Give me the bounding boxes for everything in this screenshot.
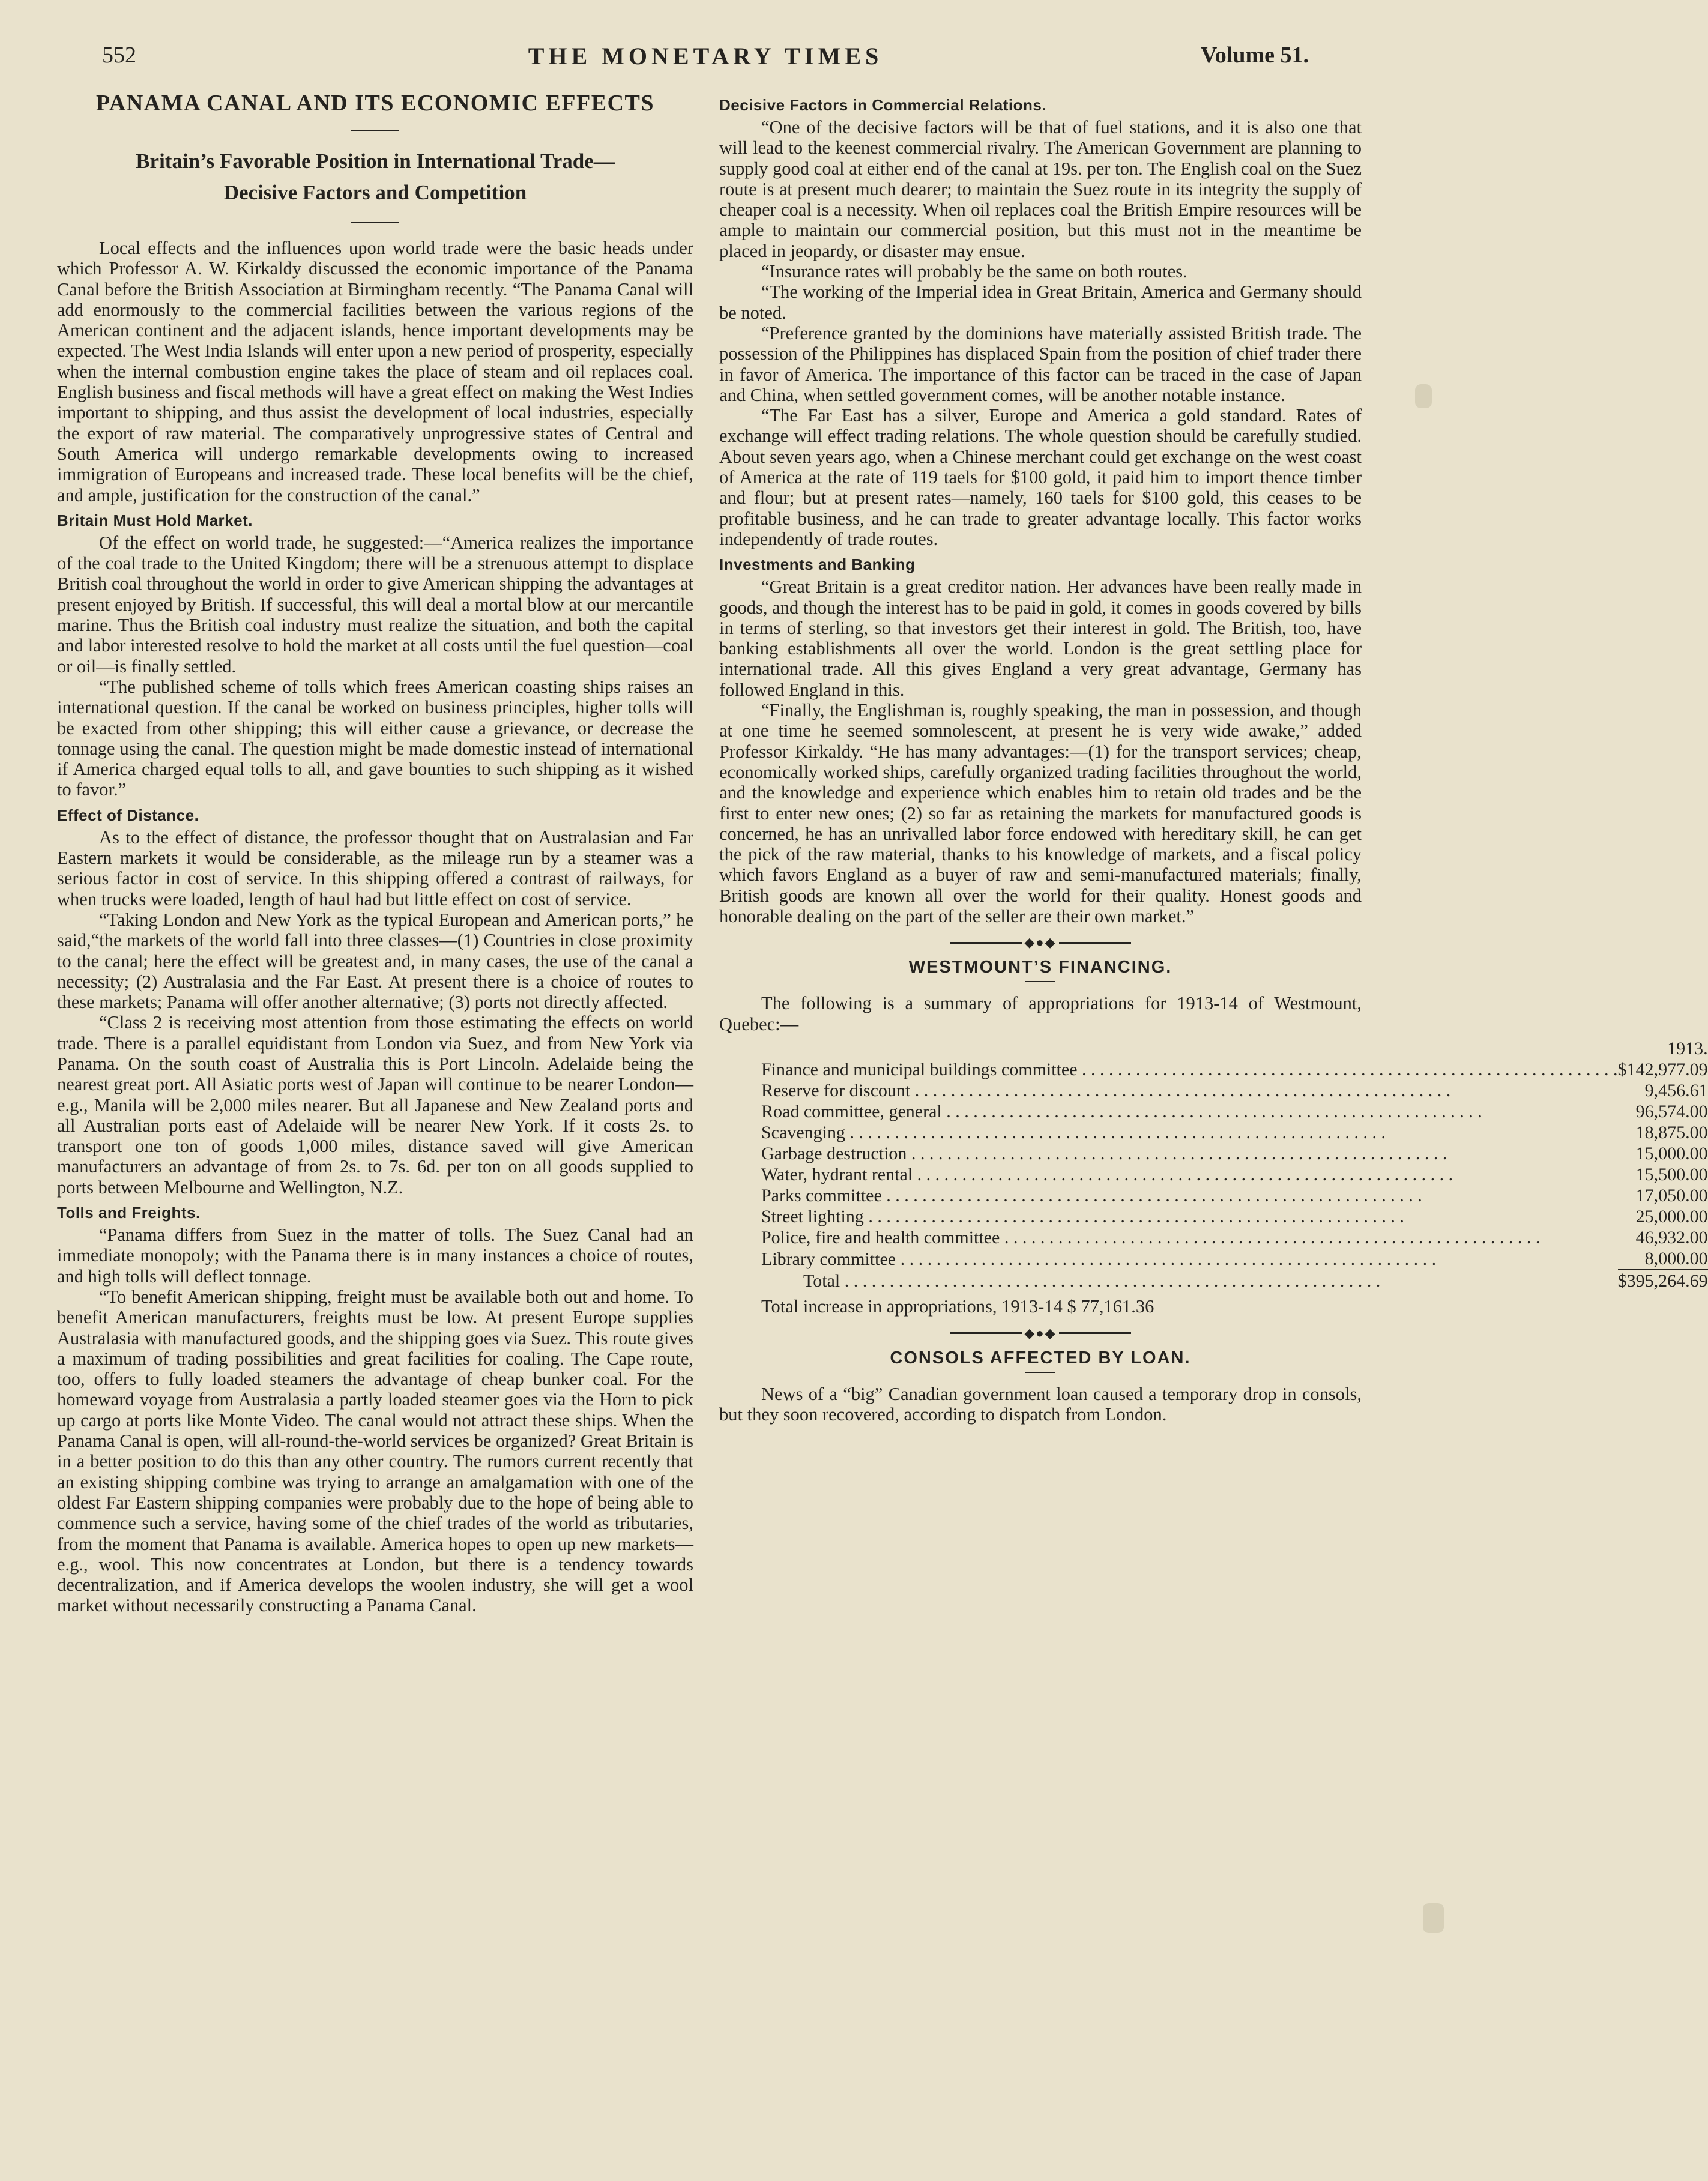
paragraph: “Insurance rates will probably be the same on both routes. <box>761 261 1187 282</box>
section-ornament: ◆●◆ <box>719 1324 1362 1341</box>
subtitle-line-2: Decisive Factors and Competition <box>223 181 527 204</box>
total-row <box>761 1270 1708 1291</box>
paragraph: News of a “big” Canadian government loan caused a temporary drop in consols, but they soon recovered, according to dispatch from London. <box>719 1383 1362 1425</box>
article-title: WESTMOUNT’S FINANCING. <box>908 958 1172 977</box>
subtitle-line-1: Britain’s Favorable Position in International Trade— <box>136 149 615 173</box>
increase-amount: $ 77,161.36 <box>1067 1296 1154 1317</box>
appropriation-label: Parks committee . . . . . . . . . . . . . . . . . . . . . . . . . . . . . . . . . . . . . . . . . . . . . . . . . . . . . . . . . . . . <box>761 1185 1422 1205</box>
appropriation-amount: 96,574.00 <box>1635 1101 1708 1121</box>
volume-label: Volume 51. <box>1200 43 1309 68</box>
paragraph: “Great Britain is a great creditor nation. Her advances have been really made in goods, and though the interest has to be paid in gold, it comes in goods covered by bills in terms of sterling, so that investors get their interest in gold. The British, too, have banking establishments all over the world. London is the great settling place for international trade. All this gives England a very great advantage, Germany has followed England in this. <box>719 576 1362 700</box>
appropriation-row <box>761 1185 1708 1206</box>
appropriation-label: Library committee . . . . . . . . . . . . . . . . . . . . . . . . . . . . . . . . . . . . . . . . . . . . . . . . . . . . . . . . . . . . <box>761 1249 1437 1269</box>
subtitle-rule <box>351 222 399 223</box>
paragraph: As to the effect of distance, the professor thought that on Australasian and Far Eastern markets it would be considerable, as the mileage run by a steamer was a serious factor in cost of service. In this shipping offered a contrast of railways, for when trucks were loaded, length of haul had but little effect on cost of service. <box>57 827 693 910</box>
appropriation-amount: 15,500.00 <box>1635 1164 1708 1184</box>
section-heading: Tolls and Freights. <box>57 1204 201 1222</box>
appropriation-label: Road committee, general . . . . . . . . . . . . . . . . . . . . . . . . . . . . . . . . . . . . . . . . . . . . . . . . . . . . . . . . . . . . <box>761 1101 1482 1121</box>
appropriation-row <box>761 1248 1708 1270</box>
year-row <box>761 1038 1708 1059</box>
appropriation-amount: 17,050.00 <box>1635 1185 1708 1205</box>
increase-line <box>761 1296 1362 1317</box>
paragraph: “Preference granted by the dominions have materially assisted British trade. The possession of the Philippines has displaced Spain from the position of chief trader there in favor of America. The importance of this factor can be traced in the case of Japan and China, when settled government comes, will be another notable instance. <box>719 322 1362 405</box>
paragraph: Of the effect on world trade, he suggested:—“America realizes the importance of the coal trade to the United Kingdom; there will be a strenuous attempt to displace British coal throughout the world in order to give American shipping the advantages at present enjoyed by British. If successful, this will deal a mortal blow at our mercantile marine. Thus the British coal industry must realize the situation, and both the capital and labor interested resolve to hold the market at all costs until the fuel question—coal or oil—is finally settled. <box>57 532 693 677</box>
appropriation-label: Finance and municipal buildings committee . . . . . . . . . . . . . . . . . . . . . . . . . . . . . . . . . . . . . . . . . . . . . . . . . . . . . . . . . . . . <box>761 1059 1618 1079</box>
section-heading: Britain Must Hold Market. <box>57 511 253 529</box>
section-heading: Decisive Factors in Commercial Relations. <box>719 96 1047 114</box>
appropriation-amount: $142,977.09 <box>1617 1059 1708 1079</box>
total-label: Total . . . . . . . . . . . . . . . . . . . . . . . . . . . . . . . . . . . . . . . . . . . . . . . . . . . . . . . . . . . . <box>803 1270 1381 1291</box>
total-amount: $395,264.69 <box>1617 1270 1708 1291</box>
appropriation-row <box>761 1059 1708 1080</box>
appropriation-amount: 8,000.00 <box>1644 1248 1708 1268</box>
paragraph: “The working of the Imperial idea in Great Britain, America and Germany should be noted. <box>719 282 1362 323</box>
paragraph: “The Far East has a silver, Europe and America a gold standard. Rates of exchange will effect trading relations. The whole question should be carefully studied. About seven years ago, when a Chinese merchant could get exchange on the west coast of America at the rate of 119 taels for $100 gold, it paid him to import thence timber and flour; but at present rates—namely, 160 taels for $100 gold, this ceases to be profitable business, and he can trade to greater advantage locally. This factor works independently of trade routes. <box>719 405 1362 549</box>
appropriation-row <box>761 1080 1708 1101</box>
appropriation-row <box>761 1206 1708 1227</box>
appropriation-label: Scavenging . . . . . . . . . . . . . . . . . . . . . . . . . . . . . . . . . . . . . . . . . . . . . . . . . . . . . . . . . . . . <box>761 1122 1386 1142</box>
appropriation-label: Police, fire and health committee . . . . . . . . . . . . . . . . . . . . . . . . . . . . . . . . . . . . . . . . . . . . . . . . . . . . . . . . . . . . <box>761 1227 1541 1247</box>
paragraph: “Panama differs from Suez in the matter of tolls. The Suez Canal had an immediate monopoly; with the Panama there is in many instances a choice of routes, and high tolls will deflect tonnage. <box>57 1225 693 1287</box>
appropriations-table <box>761 1038 1708 1291</box>
year-label: 1913. <box>1667 1038 1708 1058</box>
paragraph: “Class 2 is receiving most attention from those estimating the effects on world trade. There is a parallel equidistant from London via Suez, and from New York via Panama. On the south coast of Australia this is Port Lincoln. Adelaide being the nearest great port. All Asiatic ports west of Japan will continue to be nearer London—e.g., Manila will be 2,000 miles nearer. But all Japanese and New Zealand ports and all Australian ports east of Adelaide will be nearer New York. If it costs 2s. to transport one ton of goods 1,000 miles, distance saved will give American manufacturers an advantage of from 2s. to 7s. 6d. per ton on all goods supplied to ports between Melbourne and Wellington, N.Z. <box>57 1012 693 1198</box>
appropriation-label: Street lighting . . . . . . . . . . . . . . . . . . . . . . . . . . . . . . . . . . . . . . . . . . . . . . . . . . . . . . . . . . . . <box>761 1206 1404 1226</box>
paper-blemish <box>1423 1903 1444 1933</box>
article-title: PANAMA CANAL AND ITS ECONOMIC EFFECTS <box>96 91 654 116</box>
journal-title: THE MONETARY TIMES <box>528 43 883 70</box>
appropriation-amount: 46,932.00 <box>1635 1227 1708 1247</box>
appropriation-row <box>761 1227 1708 1248</box>
section-heading: Effect of Distance. <box>57 806 199 824</box>
appropriation-row <box>761 1122 1708 1143</box>
title-rule <box>351 130 399 131</box>
intro-paragraph: Local effects and the influences upon world trade were the basic heads under which Professor A. W. Kirkaldy discussed the economic importance of the Panama Canal before the British Association at Birmingham recently. “The Panama Canal will add enormously to the commercial facilities between the various regions of the American continent and the adjacent islands, hence important developments may be expected. The West India Islands will enter upon a new period of prosperity, especially when the internal combustion engine takes the place of steam and oil replaces coal. English business and fiscal methods will have a great effect on making the West Indies important to shipping, and thus assist the development of local industries, especially the export of raw material. The comparatively unprogressive states of Central and South America will undergo remarkable developments owing to increased immigration of Europeans and increased trade. These local benefits will be the chief, and ample, justification for the construction of the canal.” <box>57 238 693 505</box>
left-column <box>57 90 693 1616</box>
appropriation-label: Reserve for discount . . . . . . . . . . . . . . . . . . . . . . . . . . . . . . . . . . . . . . . . . . . . . . . . . . . . . . . . . . . . <box>761 1080 1451 1100</box>
appropriation-row <box>761 1101 1708 1122</box>
appropriation-amount: 15,000.00 <box>1635 1143 1708 1163</box>
section-ornament: ◆●◆ <box>719 934 1362 950</box>
appropriation-amount: 9,456.61 <box>1644 1080 1708 1100</box>
paragraph: “Finally, the Englishman is, roughly speaking, the man in possession, and though at one time he seemed somnolescent, at present he is very wide awake,” added Professor Kirkaldy. “He has many advantages:—(1) for the transport services; cheap, economically worked ships, carefully organized trading facilities throughout the world, and the knowledge and experience which enables him to retain old trades and be the first to enter new ones; (2) so far as retaining the markets for manufactured goods is concerned, he has an unrivalled labor force endowed with hereditary skill, he can get the pick of the raw material, thanks to his knowledge of markets, and a fiscal policy which favors England as a buyer of raw and semi-manufactured materials; finally, British goods are known all over the world for their quality. Honest goods and honorable dealing on the part of the seller are their own market.” <box>719 700 1362 926</box>
paragraph: “Taking London and New York as the typical European and American ports,” he said,“the markets of the world fall into three classes—(1) Countries in close proximity to the canal; here the effect will be greatest and, in many cases, the use of the canal a necessity; (2) Australasia and the Far East. At present there is a choice of routes to these markets; Panama will offer another alternative; (3) ports not directly affected. <box>57 909 693 1013</box>
appropriation-label: Garbage destruction . . . . . . . . . . . . . . . . . . . . . . . . . . . . . . . . . . . . . . . . . . . . . . . . . . . . . . . . . . . . <box>761 1143 1447 1163</box>
running-head <box>102 42 1309 78</box>
appropriation-amount: 25,000.00 <box>1635 1206 1708 1226</box>
paper-blemish <box>1415 384 1432 408</box>
section-heading: Investments and Banking <box>719 555 916 574</box>
paragraph: “The published scheme of tolls which frees American coasting ships raises an international question. If the canal be worked on business principles, higher tolls will be exacted from other shipping; this will either cause a grievance, or decrease the tonnage using the canal. The question might be made domestic instead of international if America charged equal tolls to all, and gave bounties to such shipping as it wished to favor.” <box>57 676 693 800</box>
intro-paragraph: The following is a summary of appropriations for 1913-14 of Westmount, Quebec:— <box>719 993 1362 1034</box>
article-subtitle <box>57 146 693 208</box>
appropriation-label: Water, hydrant rental . . . . . . . . . . . . . . . . . . . . . . . . . . . . . . . . . . . . . . . . . . . . . . . . . . . . . . . . . . . . <box>761 1164 1453 1184</box>
appropriation-row <box>761 1164 1708 1185</box>
article-title: CONSOLS AFFECTED BY LOAN. <box>890 1348 1191 1368</box>
title-rule <box>1025 981 1055 982</box>
increase-label: Total increase in appropriations, 1913-14 <box>761 1296 1063 1317</box>
page-number: 552 <box>102 43 136 68</box>
paragraph-continued: “To benefit American shipping, freight must be available both out and home. To benefit American manufacturers, freights must be low. At present Europe supplies Australasia with manufactured goods, and the shipping goes via Suez. This route gives a maximum of trading possibilities and great facilities for coaling. The Cape route, too, offers to fully loaded steamers the advantage of cheap bunker coal. For the homeward voyage from Australasia a partly loaded steamer goes via the Horn to pick up cargo at ports like Monte Video. The canal would not attract these ships. When the Panama Canal is open, will all-round-the-world services be organized? Great Britain is in a better position to do this than any other country. The rumors current recently that an existing shipping combine was trying to arrange an amalgamation with one of the oldest Far Eastern shipping companies were probably due to the hope of being able to commence such a service, having some of the chief trades of the world as tributaries, from the moment that Panama is available. America hopes to open up new markets—e.g., wool. This now concentrates at London, but there is a tendency towards decentralization, and if America develops the woolen industry, she will get a wool market without necessarily constructing a Panama Canal. <box>57 1286 693 1616</box>
title-rule <box>1025 1372 1055 1373</box>
paragraph: “One of the decisive factors will be that of fuel stations, and it is also one that will lead to the keenest commercial rivalry. The American Government are planning to supply good coal at either end of the canal at 19s. per ton. The English coal on the Suez route is at present much dearer; to maintain the Suez route in its integrity the supply of cheaper coal is a necessity. When oil replaces coal the British Empire resources will be ample to maintain our commercial position, but this must not in the meantime be placed in jeopardy, or disaster may ensue. <box>719 117 1362 261</box>
right-column <box>719 90 1708 1425</box>
appropriation-amount: 18,875.00 <box>1635 1122 1708 1142</box>
appropriation-row <box>761 1143 1708 1164</box>
